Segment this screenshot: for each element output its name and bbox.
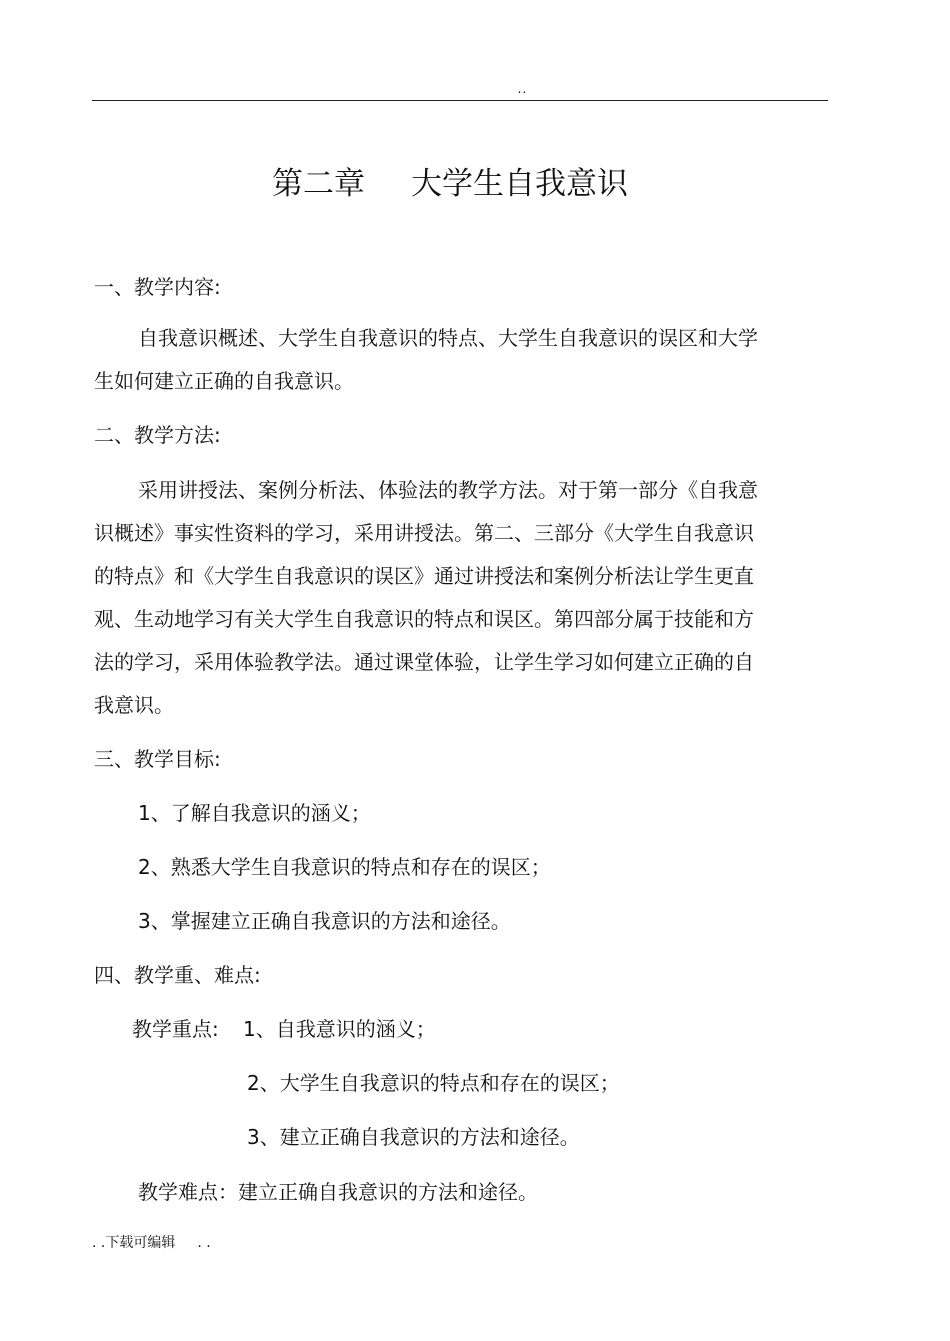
paragraph-line: 采用讲授法、案例分析法、体验法的教学方法。对于第一部分《自我意 — [138, 478, 758, 502]
focus-item: 1、自我意识的涵义； — [243, 1017, 436, 1041]
paragraph-line: 生如何建立正确的自我意识。 — [94, 369, 354, 393]
section-heading-key-points: 四、教学重、难点: — [94, 963, 261, 987]
paragraph-line: 法的学习，采用体验教学法。通过课堂体验，让学生学习如何建立正确的自 — [94, 650, 754, 674]
chapter-number: 第二章 — [272, 166, 365, 202]
focus-label: 教学重点: — [132, 1017, 219, 1041]
focus-item: 2、大学生自我意识的特点和存在的误区； — [247, 1071, 620, 1095]
goal-item: 1、了解自我意识的涵义； — [138, 801, 371, 825]
focus-item: 3、建立正确自我意识的方法和途径。 — [247, 1125, 580, 1149]
paragraph-line: 观、生动地学习有关大学生自我意识的特点和误区。第四部分属于技能和方 — [94, 607, 754, 631]
section-heading-content: 一、教学内容: — [94, 275, 221, 299]
header-rule — [92, 100, 828, 101]
paragraph-line: 识概述》事实性资料的学习，采用讲授法。第二、三部分《大学生自我意识 — [94, 521, 754, 545]
footer-left-text: . .下载可编辑 — [92, 1235, 176, 1251]
goal-item: 2、熟悉大学生自我意识的特点和存在的误区； — [138, 855, 551, 879]
section-heading-method: 二、教学方法: — [94, 423, 221, 447]
page-title — [0, 160, 900, 208]
paragraph-line: 的特点》和《大学生自我意识的误区》通过讲授法和案例分析法让学生更直 — [94, 564, 754, 588]
section-heading-goals: 三、教学目标: — [94, 747, 221, 771]
footer-right-text: . . — [197, 1235, 211, 1251]
difficulty-line: 教学难点：建立正确自我意识的方法和途径。 — [138, 1180, 538, 1204]
footer — [92, 1234, 211, 1252]
paragraph-line: 自我意识概述、大学生自我意识的特点、大学生自我意识的误区和大学 — [138, 326, 758, 350]
goal-item: 3、掌握建立正确自我意识的方法和途径。 — [138, 909, 511, 933]
paragraph-line: 我意识。 — [94, 693, 174, 717]
header-mark: .. — [517, 82, 528, 96]
chapter-name: 大学生自我意识 — [411, 166, 628, 202]
